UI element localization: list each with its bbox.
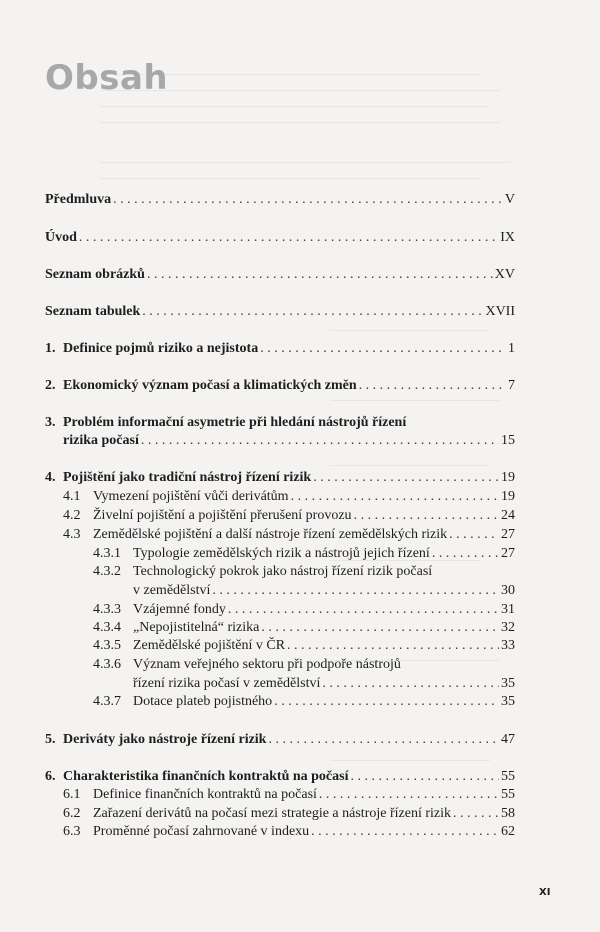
subsection-title-continued: v zemědělství — [133, 583, 211, 598]
subsection-number: 4.3.5 — [93, 638, 121, 653]
leader-dots — [449, 526, 499, 543]
page-title: Obsah — [45, 58, 169, 98]
toc-section-4-1[interactable] — [63, 488, 515, 505]
toc-page-number: 15 — [501, 433, 515, 448]
chapter-title: Charakteristika finančních kontraktů na počasí — [63, 769, 349, 784]
toc-page-number: XV — [494, 267, 515, 282]
toc-chapter-2[interactable] — [45, 377, 515, 394]
toc-page-number: 35 — [501, 694, 515, 709]
subsection-title: Technologický pokrok jako nástroj řízení rizik počasí — [133, 564, 433, 579]
chapter-number: 2. — [45, 378, 56, 393]
toc-page-number: 55 — [501, 787, 515, 802]
chapter-number: 4. — [45, 470, 56, 485]
toc-entry-seznam-obrazku[interactable] — [45, 266, 515, 283]
leader-dots — [147, 266, 493, 283]
chapter-title: Deriváty jako nástroje řízení rizik — [63, 732, 267, 747]
toc-page-number: 27 — [501, 527, 515, 542]
leader-dots — [261, 619, 499, 636]
leader-dots — [359, 377, 506, 394]
chapter-title-continued: rizika počasí — [63, 433, 139, 448]
section-title: Zařazení derivátů na počasí mezi strategie a nástroje řízení rizik — [93, 806, 451, 821]
toc-subsection-4-3-4[interactable] — [93, 619, 515, 636]
toc-subsection-4-3-6[interactable] — [133, 675, 515, 692]
subsection-number: 4.3.6 — [93, 657, 121, 672]
toc-entry-title: Seznam tabulek — [45, 304, 141, 319]
leader-dots — [274, 693, 499, 710]
toc-entry-uvod[interactable] — [45, 229, 515, 246]
leader-dots — [319, 786, 499, 803]
toc-page-number: 32 — [501, 620, 515, 635]
toc-page-number: 19 — [501, 489, 515, 504]
toc-subsection-4-3-3[interactable] — [93, 601, 515, 618]
toc-page-number: V — [504, 192, 515, 207]
toc-entry-predmluva[interactable] — [45, 191, 515, 208]
toc-page-number: 19 — [501, 470, 515, 485]
subsection-title-continued: řízení rizika počasí v zemědělství — [133, 676, 321, 691]
toc-section-4-2[interactable] — [63, 507, 515, 524]
leader-dots — [79, 229, 498, 246]
toc-section-6-3[interactable] — [63, 823, 515, 840]
subsection-title: Význam veřejného sektoru při podpoře nástrojů — [133, 657, 401, 672]
section-number: 6.1 — [63, 787, 81, 802]
toc-subsection-4-3-1[interactable] — [93, 545, 515, 562]
toc-subsection-4-3-7[interactable] — [93, 693, 515, 710]
chapter-title: Problém informační asymetrie při hledání nástrojů řízení — [63, 415, 407, 430]
leader-dots — [291, 488, 499, 505]
leader-dots — [432, 545, 499, 562]
subsection-title: Typologie zemědělských rizik a nástrojů jejich řízení — [133, 546, 430, 561]
subsection-title: Vzájemné fondy — [133, 602, 226, 617]
chapter-title: Ekonomický význam počasí a klimatických změn — [63, 378, 357, 393]
toc-chapter-3-first-line[interactable] — [45, 414, 406, 431]
leader-dots — [453, 805, 499, 822]
toc-chapter-3[interactable] — [63, 432, 515, 449]
section-title: Definice finančních kontraktů na počasí — [93, 787, 317, 802]
toc-page-number: 35 — [501, 676, 515, 691]
chapter-title: Pojištění jako tradiční nástroj řízení rizik — [63, 470, 312, 485]
toc-chapter-4[interactable] — [45, 469, 515, 486]
leader-dots — [141, 432, 499, 449]
toc-page-number: 1 — [508, 341, 515, 356]
leader-dots — [354, 507, 499, 524]
toc-page-number: 62 — [501, 824, 515, 839]
leader-dots — [142, 303, 483, 320]
toc-subsection-4-3-5[interactable] — [93, 637, 515, 654]
toc-page-number: 55 — [501, 769, 515, 784]
section-title: Vymezení pojištění vůči derivátům — [93, 489, 289, 504]
chapter-number: 6. — [45, 769, 56, 784]
toc-entry-title: Úvod — [45, 230, 77, 245]
leader-dots — [113, 191, 503, 208]
toc-section-6-2[interactable] — [63, 805, 515, 822]
leader-dots — [313, 469, 499, 486]
chapter-number: 3. — [45, 415, 56, 430]
section-number: 4.3 — [63, 527, 81, 542]
toc-page-number: IX — [500, 230, 515, 245]
toc-chapter-5[interactable] — [45, 731, 515, 748]
section-number: 4.1 — [63, 489, 81, 504]
toc-page-number: 24 — [501, 508, 515, 523]
section-title: Zemědělské pojištění a další nástroje řízení zemědělských rizik — [93, 527, 448, 542]
toc-chapter-6[interactable] — [45, 768, 515, 785]
leader-dots — [350, 768, 499, 785]
toc-page-number: 31 — [501, 602, 515, 617]
leader-dots — [268, 731, 499, 748]
subsection-title: Zemědělské pojištění v ČR — [133, 638, 286, 653]
leader-dots — [212, 582, 499, 599]
toc-subsection-4-3-2[interactable] — [133, 582, 515, 599]
subsection-number: 4.3.7 — [93, 694, 121, 709]
chapter-number: 1. — [45, 341, 56, 356]
section-title: Živelní pojištění a pojištění přerušení provozu — [93, 508, 352, 523]
toc-page-number: 33 — [501, 638, 515, 653]
subsection-number: 4.3.1 — [93, 546, 121, 561]
toc-page-number: XVII — [485, 304, 515, 319]
toc-page-number: 7 — [508, 378, 515, 393]
toc-entry-title: Předmluva — [45, 192, 112, 207]
chapter-number: 5. — [45, 732, 56, 747]
section-title: Proměnné počasí zahrnované v indexu — [93, 824, 310, 839]
toc-chapter-1[interactable] — [45, 340, 515, 357]
subsection-title: „Nepojistitelná“ rizika — [133, 620, 260, 635]
toc-page-number: 58 — [501, 806, 515, 821]
toc-entry-seznam-tabulek[interactable] — [45, 303, 515, 320]
section-number: 6.2 — [63, 806, 81, 821]
subsection-title: Dotace plateb pojistného — [133, 694, 273, 709]
toc-page-number: 47 — [501, 732, 515, 747]
subsection-number: 4.3.3 — [93, 602, 121, 617]
toc-page-number: 30 — [501, 583, 515, 598]
leader-dots — [311, 823, 499, 840]
leader-dots — [322, 675, 499, 692]
toc-subsection-4-3-6-first-line[interactable] — [93, 656, 401, 673]
section-number: 4.2 — [63, 508, 81, 523]
page-folio: XI — [539, 887, 551, 898]
toc-section-4-3[interactable] — [63, 526, 515, 543]
chapter-title: Definice pojmů riziko a nejistota — [63, 341, 259, 356]
section-number: 6.3 — [63, 824, 81, 839]
toc-section-6-1[interactable] — [63, 786, 515, 803]
leader-dots — [228, 601, 499, 618]
toc-subsection-4-3-2-first-line[interactable] — [93, 563, 432, 580]
toc-page-number: 27 — [501, 546, 515, 561]
leader-dots — [260, 340, 506, 357]
leader-dots — [287, 637, 499, 654]
subsection-number: 4.3.2 — [93, 564, 121, 579]
subsection-number: 4.3.4 — [93, 620, 121, 635]
toc-entry-title: Seznam obrázků — [45, 267, 145, 282]
